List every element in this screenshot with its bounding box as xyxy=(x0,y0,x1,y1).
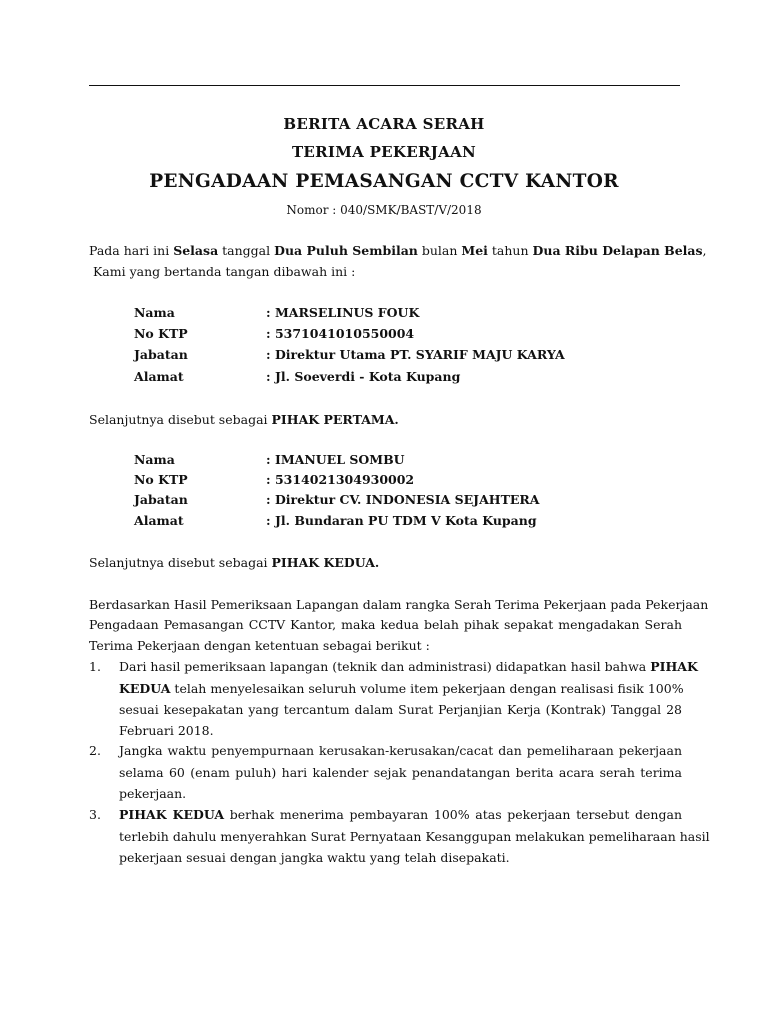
item-1-line-3: sesuai kesepakatan yang tercantum dalam Surat Perjanjian Kerja (Kontrak) Tanggal 28 xyxy=(119,702,682,717)
document-number: Nomor : 040/SMK/BAST/V/2018 xyxy=(286,203,482,217)
item-1-line-2 xyxy=(119,681,682,696)
intro-day: Selasa xyxy=(173,243,219,258)
intro-text: Pada hari ini xyxy=(89,243,174,258)
intro-text: tanggal xyxy=(218,243,275,258)
intro-date: Dua Puluh Sembilan xyxy=(274,243,418,258)
party1-name-value: : MARSELINUS FOUK xyxy=(266,305,420,320)
body-line-3: Terima Pekerjaan dengan ketentuan sebagai berikut : xyxy=(89,638,430,653)
party1-name-label: Nama xyxy=(134,305,175,320)
party1-address-value: : Jl. Soeverdi - Kota Kupang xyxy=(266,369,461,384)
party2-ktp-value: : 5314021304930002 xyxy=(266,472,415,487)
party1-ktp-value: : 5371041010550004 xyxy=(266,326,415,341)
item-3-line-2: terlebih dahulu menyerahkan Surat Pernyataan Kesanggupan melakukan pemeliharaan hasil xyxy=(119,829,710,844)
party1-position-label: Jabatan xyxy=(134,347,188,362)
intro-text: tahun xyxy=(487,243,533,258)
designation-party2: PIHAK KEDUA. xyxy=(271,555,380,570)
party1-position-value: : Direktur Utama PT. SYARIF MAJU KARYA xyxy=(266,347,565,362)
intro-text: bulan xyxy=(417,243,462,258)
party2-name-label: Nama xyxy=(134,452,175,467)
item-2-line-1: Jangka waktu penyempurnaan kerusakan-kerusakan/cacat dan pemeliharaan pekerjaan xyxy=(119,743,682,758)
intro-year: Dua Ribu Delapan Belas xyxy=(532,243,703,258)
item-3-line-1 xyxy=(119,807,682,822)
title-line-2: TERIMA PEKERJAAN xyxy=(291,143,477,161)
party2-name-value: : IMANUEL SOMBU xyxy=(266,452,405,467)
party2-address-value: : Jl. Bundaran PU TDM V Kota Kupang xyxy=(266,513,537,528)
intro-line-2: Kami yang bertanda tangan dibawah ini : xyxy=(89,264,356,279)
body-line-2: Pengadaan Pemasangan CCTV Kantor, maka kedua belah pihak sepakat mengadakan Serah xyxy=(89,617,682,632)
intro-month: Mei xyxy=(461,243,488,258)
title-line-1: BERITA ACARA SERAH xyxy=(283,115,485,133)
party2-address-label: Alamat xyxy=(134,513,184,528)
item-2-line-3: pekerjaan. xyxy=(119,786,187,801)
intro-text: , xyxy=(702,243,707,258)
item-2-number: 2. xyxy=(89,743,101,758)
item-bold: KEDUA xyxy=(119,681,171,696)
item-bold: PIHAK xyxy=(650,659,698,674)
designation-text: Selanjutnya disebut sebagai xyxy=(89,555,272,570)
item-text: berhak menerima pembayaran 100% atas pekerjaan tersebut dengan xyxy=(224,807,682,822)
item-1-line-4: Februari 2018. xyxy=(119,723,214,738)
party1-ktp-label: No KTP xyxy=(134,326,188,341)
item-2-line-2: selama 60 (enam puluh) hari kalender sejak penandatangan berita acara serah terima xyxy=(119,765,682,780)
body-line-1: Berdasarkan Hasil Pemeriksaan Lapangan dalam rangka Serah Terima Pekerjaan pada Pekerjaan xyxy=(89,597,709,612)
title-line-3: PENGADAAN PEMASANGAN CCTV KANTOR xyxy=(149,171,619,192)
designation-party1: PIHAK PERTAMA. xyxy=(271,412,399,427)
item-bold: PIHAK KEDUA xyxy=(119,807,225,822)
party2-position-value: : Direktur CV. INDONESIA SEJAHTERA xyxy=(266,492,540,507)
header-rule xyxy=(89,85,680,86)
party2-designation xyxy=(89,555,379,570)
party2-ktp-label: No KTP xyxy=(134,472,188,487)
item-text: telah menyelesaikan seluruh volume item pekerjaan dengan realisasi fisik 100% xyxy=(170,681,684,696)
item-1-line-1 xyxy=(119,659,698,674)
party2-position-label: Jabatan xyxy=(134,492,188,507)
item-1-number: 1. xyxy=(89,659,101,674)
designation-text: Selanjutnya disebut sebagai xyxy=(89,412,272,427)
item-3-number: 3. xyxy=(89,807,101,822)
intro-line-1 xyxy=(89,243,707,258)
party1-designation xyxy=(89,412,399,427)
party1-address-label: Alamat xyxy=(134,369,184,384)
item-3-line-3: pekerjaan sesuai dengan jangka waktu yang telah disepakati. xyxy=(119,850,510,865)
item-text: Dari hasil pemeriksaan lapangan (teknik dan administrasi) didapatkan hasil bahwa xyxy=(119,659,651,674)
